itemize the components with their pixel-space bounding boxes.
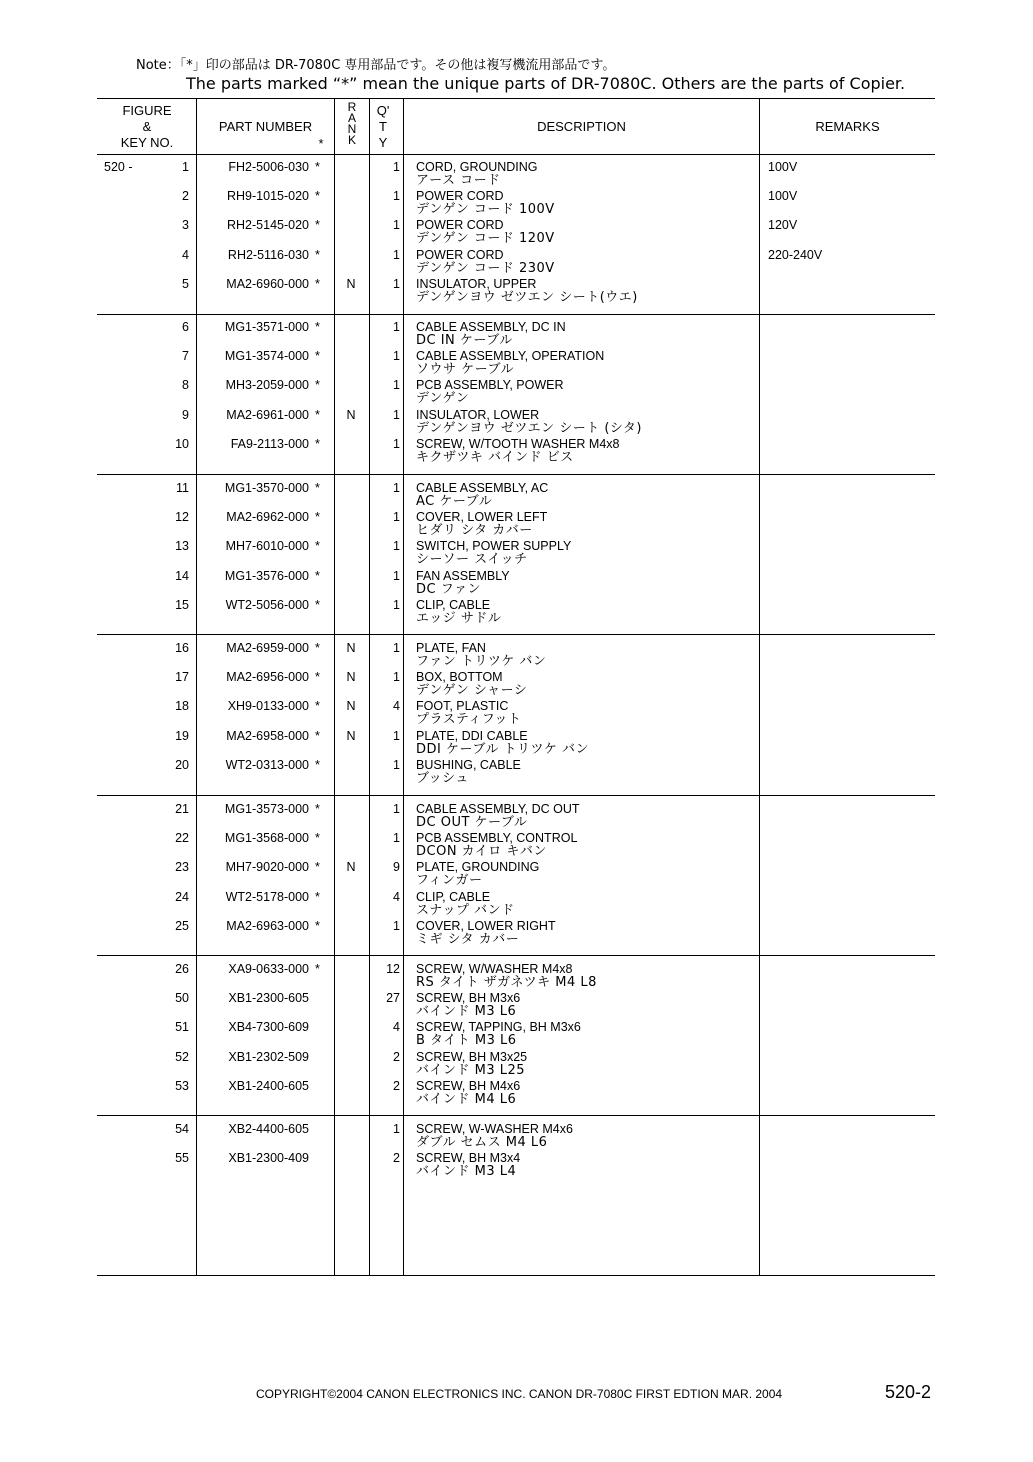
part-number: XB2-4400-605 <box>228 1122 309 1136</box>
unique-part-mark: * <box>315 436 320 451</box>
rank: N <box>346 860 356 875</box>
description-japanese: ミギ シタ カバー <box>416 931 520 947</box>
description-english: POWER CORD <box>416 218 504 233</box>
description-japanese: B タイト M3 L6 <box>416 1033 517 1049</box>
description <box>416 831 756 859</box>
table-row <box>97 1122 935 1151</box>
key-number: 17 <box>175 670 189 685</box>
key-number: 14 <box>175 568 189 583</box>
copyright-footer: COPYRIGHT©2004 CANON ELECTRONICS INC. CANON DR-7080C FIRST EDTION MAR. 2004 <box>256 1387 783 1401</box>
key-number: 52 <box>175 1049 189 1064</box>
part-number: MA2-6959-000 <box>226 641 309 655</box>
unique-part-mark: * <box>315 160 320 174</box>
description-japanese: ソウサ ケーブル <box>416 362 514 378</box>
part-number: RH2-5145-020 <box>227 218 309 233</box>
key-number: 5 <box>182 276 189 291</box>
description <box>416 378 756 406</box>
description-english: SCREW, BH M3x6 <box>416 991 521 1006</box>
table-top-border <box>97 98 935 99</box>
description-japanese: デンゲンヨウ ゼツエン シート (シタ) <box>416 420 642 436</box>
group-divider <box>97 795 935 796</box>
description <box>416 320 756 348</box>
description <box>416 758 756 786</box>
description-japanese: シーソー スイッチ <box>416 552 528 568</box>
table-row <box>97 831 935 860</box>
quantity: 2 <box>393 1049 400 1064</box>
header-rank-n: N <box>347 122 357 136</box>
description-english: BUSHING, CABLE <box>416 757 521 772</box>
description <box>416 598 756 626</box>
description-english: PLATE, DDI CABLE <box>416 728 528 743</box>
key-number: 2 <box>182 189 189 204</box>
header-qty <box>370 103 396 151</box>
rank: N <box>346 276 356 291</box>
quantity: 1 <box>393 728 400 743</box>
part-number: MG1-3571-000 <box>224 320 309 334</box>
header-qty-q: Q' <box>376 103 390 118</box>
header-rank-k: K <box>347 133 356 147</box>
key-number: 20 <box>175 757 189 772</box>
description-japanese: デンゲン コード 120V <box>416 231 555 247</box>
description-english: SCREW, W-WASHER M4x6 <box>416 1122 573 1136</box>
description-japanese: デンゲン <box>416 391 470 407</box>
description-english: INSULATOR, LOWER <box>416 407 540 422</box>
description-english: SCREW, W/WASHER M4x8 <box>416 962 573 976</box>
key-number: 23 <box>175 860 189 875</box>
part-number: XB1-2302-509 <box>228 1049 309 1064</box>
description <box>416 699 756 727</box>
description-english: CABLE ASSEMBLY, DC OUT <box>416 802 580 816</box>
description-japanese: バインド M4 L6 <box>416 1091 517 1107</box>
header-qty-y: Y <box>378 135 388 150</box>
table-row <box>97 408 935 437</box>
description <box>416 277 756 305</box>
description-english: PLATE, FAN <box>416 641 486 655</box>
description-english: PCB ASSEMBLY, CONTROL <box>416 831 578 846</box>
description-japanese: デンゲン シャーシ <box>416 683 528 699</box>
group-divider <box>97 314 935 315</box>
table-row <box>97 1020 935 1049</box>
key-number: 54 <box>175 1122 189 1136</box>
key-number: 3 <box>182 218 189 233</box>
description-japanese: プラスティフット <box>416 712 522 728</box>
table-row <box>97 1151 935 1180</box>
description-english: CABLE ASSEMBLY, DC IN <box>416 320 566 334</box>
table-row <box>97 598 935 627</box>
key-number: 6 <box>182 320 189 334</box>
description-japanese: キクザツキ バインド ビス <box>416 449 574 465</box>
quantity: 1 <box>393 1122 400 1136</box>
remarks: 220-240V <box>768 247 823 262</box>
header-rank <box>335 102 369 146</box>
unique-part-mark: * <box>315 276 320 291</box>
description-english: CLIP, CABLE <box>416 597 491 612</box>
quantity: 1 <box>393 160 400 174</box>
quantity: 1 <box>393 218 400 233</box>
header-rank-a: A <box>347 111 356 125</box>
header-figure <box>97 103 197 151</box>
quantity: 1 <box>393 641 400 655</box>
remarks: 100V <box>768 160 798 174</box>
quantity: 1 <box>393 918 400 933</box>
quantity: 1 <box>393 831 400 846</box>
description-japanese: DCON カイロ キバン <box>416 844 547 860</box>
description-japanese: フィンガー <box>416 873 483 889</box>
table-row <box>97 539 935 568</box>
table-row <box>97 510 935 539</box>
header-qty-t: T <box>379 119 387 134</box>
description <box>416 962 756 990</box>
description-japanese: DC ファン <box>416 581 481 597</box>
unique-part-mark: * <box>315 247 320 262</box>
part-number: MH7-9020-000 <box>225 860 309 875</box>
part-number: MA2-6960-000 <box>226 276 309 291</box>
quantity: 4 <box>393 889 400 904</box>
description <box>416 670 756 698</box>
description-english: COVER, LOWER LEFT <box>416 510 548 525</box>
table-row <box>97 802 935 831</box>
description <box>416 569 756 597</box>
header-figure-line1: FIGURE <box>122 103 172 118</box>
description-japanese: バインド M3 L4 <box>416 1164 517 1180</box>
description-japanese: ダブル セムス M4 L6 <box>416 1135 548 1150</box>
quantity: 9 <box>393 860 400 875</box>
unique-part-mark: * <box>315 918 320 933</box>
quantity: 27 <box>386 991 400 1006</box>
description <box>416 1079 756 1107</box>
quantity: 1 <box>393 436 400 451</box>
description-japanese: ブッシュ <box>416 770 469 786</box>
description <box>416 802 756 830</box>
header-rank-r: R <box>347 100 357 114</box>
table-row <box>97 860 935 889</box>
table-row <box>97 758 935 787</box>
unique-part-mark: * <box>315 481 320 495</box>
quantity: 1 <box>393 247 400 262</box>
description <box>416 248 756 276</box>
quantity: 1 <box>393 757 400 772</box>
quantity: 1 <box>393 597 400 612</box>
part-number: RH9-1015-020 <box>227 189 309 204</box>
description-japanese: AC ケーブル <box>416 494 493 509</box>
table-row <box>97 160 935 189</box>
unique-part-mark: * <box>315 349 320 364</box>
description <box>416 890 756 918</box>
unique-part-mark: * <box>315 962 320 976</box>
description <box>416 1050 756 1078</box>
description <box>416 349 756 377</box>
quantity: 2 <box>393 1151 400 1166</box>
table-row <box>97 890 935 919</box>
key-number: 8 <box>182 378 189 393</box>
table-bottom-border <box>97 1275 935 1276</box>
description-japanese: バインド M3 L6 <box>416 1004 517 1020</box>
quantity: 1 <box>393 670 400 685</box>
quantity: 1 <box>393 510 400 525</box>
quantity: 1 <box>393 276 400 291</box>
description-japanese: エッジ サドル <box>416 610 502 626</box>
table-row <box>97 349 935 378</box>
rank: N <box>346 699 356 714</box>
description-english: SWITCH, POWER SUPPLY <box>416 539 572 554</box>
table-row <box>97 378 935 407</box>
description-english: FAN ASSEMBLY <box>416 568 510 583</box>
quantity: 1 <box>393 568 400 583</box>
quantity: 4 <box>393 699 400 714</box>
unique-part-mark: * <box>315 510 320 525</box>
description-english: CORD, GROUNDING <box>416 160 538 174</box>
description-english: POWER CORD <box>416 189 504 204</box>
note-japanese: Note：「*」印の部品は DR-7080C 専用部品です。その他は複写機流用部品です。 <box>136 58 616 73</box>
quantity: 1 <box>393 189 400 204</box>
key-number: 13 <box>175 539 189 554</box>
description-japanese: スナップ バンド <box>416 902 515 918</box>
key-number: 16 <box>175 641 189 655</box>
key-number: 11 <box>176 481 189 495</box>
key-number: 55 <box>175 1151 189 1166</box>
table-row <box>97 670 935 699</box>
description <box>416 437 756 465</box>
key-number: 53 <box>175 1078 189 1093</box>
unique-part-mark: * <box>315 378 320 393</box>
description-japanese: ヒダリ シタ カバー <box>416 523 533 539</box>
description <box>416 729 756 757</box>
description-japanese: アース コード <box>416 173 501 188</box>
description <box>416 991 756 1019</box>
part-number: RH2-5116-030 <box>227 247 309 262</box>
part-number: MG1-3568-000 <box>224 831 309 846</box>
table-row <box>97 962 935 991</box>
quantity: 1 <box>393 407 400 422</box>
description <box>416 539 756 567</box>
description-english: SCREW, W/TOOTH WASHER M4x8 <box>416 436 620 451</box>
description <box>416 1151 756 1179</box>
key-number: 12 <box>175 510 189 525</box>
quantity: 4 <box>393 1020 400 1035</box>
header-description: DESCRIPTION <box>537 119 626 134</box>
unique-part-mark: * <box>315 218 320 233</box>
part-number: XB1-2300-605 <box>228 991 309 1006</box>
description-english: FOOT, PLASTIC <box>416 699 509 714</box>
key-number: 19 <box>175 728 189 743</box>
header-part-number: PART NUMBER <box>218 119 313 134</box>
group-divider <box>97 955 935 956</box>
key-number: 26 <box>175 962 189 976</box>
group-divider <box>97 634 935 635</box>
unique-part-mark: * <box>315 757 320 772</box>
table-row <box>97 481 935 510</box>
quantity: 12 <box>386 962 400 976</box>
part-number: MH7-6010-000 <box>225 539 309 554</box>
description-english: COVER, LOWER RIGHT <box>416 918 556 933</box>
part-number: FH2-5006-030 <box>228 160 309 174</box>
unique-part-mark: * <box>315 320 320 334</box>
key-number: 21 <box>175 802 189 816</box>
table-row <box>97 1079 935 1108</box>
part-number: MA2-6963-000 <box>226 918 309 933</box>
unique-part-mark: * <box>315 699 320 714</box>
header-remarks: REMARKS <box>815 119 880 134</box>
key-number: 51 <box>175 1020 189 1035</box>
quantity: 1 <box>393 349 400 364</box>
table-row <box>97 729 935 758</box>
part-number: FA9-2113-000 <box>230 436 309 451</box>
table-row <box>97 1050 935 1079</box>
page-number: 520-2 <box>885 1382 932 1402</box>
unique-part-mark: * <box>315 831 320 846</box>
part-number: MG1-3570-000 <box>224 481 309 495</box>
part-number: MA2-6958-000 <box>226 728 309 743</box>
table-row <box>97 277 935 306</box>
description-japanese: RS タイト ザガネツキ M4 L8 <box>416 975 597 990</box>
unique-part-mark: * <box>315 728 320 743</box>
description-english: BOX, BOTTOM <box>416 670 503 685</box>
table-row <box>97 919 935 948</box>
description-english: PCB ASSEMBLY, POWER <box>416 378 564 393</box>
description-japanese: DC IN ケーブル <box>416 333 513 348</box>
description-english: PLATE, GROUNDING <box>416 860 540 875</box>
key-number: 50 <box>175 991 189 1006</box>
table-row <box>97 218 935 247</box>
table-row <box>97 699 935 728</box>
unique-part-mark: * <box>315 670 320 685</box>
key-number: 9 <box>182 407 189 422</box>
part-number: WT2-0313-000 <box>225 757 309 772</box>
key-number: 15 <box>175 597 189 612</box>
part-number: XB1-2300-409 <box>228 1151 309 1166</box>
description-english: SCREW, BH M3x4 <box>416 1151 521 1166</box>
description <box>416 218 756 246</box>
part-number: WT2-5178-000 <box>225 889 309 904</box>
unique-part-mark: * <box>315 802 320 816</box>
table-row <box>97 248 935 277</box>
description <box>416 1122 756 1150</box>
note-english: The parts marked “*” mean the unique parts of DR-7080C. Others are the parts of Copier. <box>186 74 906 93</box>
quantity: 1 <box>393 320 400 334</box>
key-number: 10 <box>175 436 189 451</box>
description-english: POWER CORD <box>416 247 504 262</box>
key-number: 25 <box>175 918 189 933</box>
description-english: CLIP, CABLE <box>416 889 491 904</box>
unique-part-mark: * <box>315 189 320 204</box>
key-number: 1 <box>182 160 189 174</box>
part-number: MA2-6956-000 <box>226 670 309 685</box>
table-row <box>97 641 935 670</box>
description-japanese: バインド M3 L25 <box>416 1062 526 1078</box>
unique-part-mark: * <box>315 407 320 422</box>
description <box>416 641 756 669</box>
header-figure-line2: & <box>142 119 152 134</box>
remarks: 120V <box>768 218 798 233</box>
quantity: 1 <box>393 378 400 393</box>
part-number: MA2-6962-000 <box>226 510 309 525</box>
description-english: SCREW, BH M4x6 <box>416 1078 521 1093</box>
unique-part-mark: * <box>315 597 320 612</box>
description-japanese: デンゲン コード 230V <box>416 260 555 276</box>
part-number: WT2-5056-000 <box>225 597 309 612</box>
description-japanese: デンゲン コード 100V <box>416 202 555 218</box>
part-number: MG1-3574-000 <box>224 349 309 364</box>
description <box>416 160 756 188</box>
description-english: CABLE ASSEMBLY, AC <box>416 481 549 495</box>
unique-part-mark: * <box>315 568 320 583</box>
rank: N <box>346 728 356 743</box>
description-english: SCREW, BH M3x25 <box>416 1049 528 1064</box>
group-divider <box>97 474 935 475</box>
key-number: 18 <box>175 699 189 714</box>
key-number: 24 <box>175 889 189 904</box>
unique-part-mark: * <box>315 860 320 875</box>
key-number: 7 <box>182 349 189 364</box>
table-row <box>97 189 935 218</box>
description <box>416 481 756 509</box>
unique-part-mark: * <box>315 889 320 904</box>
part-number: XH9-0133-000 <box>227 699 309 714</box>
unique-part-mark: * <box>315 539 320 554</box>
description-english: SCREW, TAPPING, BH M3x6 <box>416 1020 581 1035</box>
description <box>416 1020 756 1048</box>
quantity: 1 <box>393 539 400 554</box>
remarks: 100V <box>768 189 798 204</box>
part-number: MH3-2059-000 <box>225 378 309 393</box>
rank: N <box>346 407 356 422</box>
part-number: XA9-0633-000 <box>228 962 309 976</box>
description <box>416 408 756 436</box>
rank: N <box>346 670 356 685</box>
quantity: 1 <box>393 481 400 495</box>
table-row <box>97 437 935 466</box>
description <box>416 919 756 947</box>
description-japanese: ファン トリツケ バン <box>416 654 547 669</box>
part-number: MG1-3573-000 <box>224 802 309 816</box>
description-japanese: DC OUT ケーブル <box>416 815 528 830</box>
table-row <box>97 569 935 598</box>
description-english: CABLE ASSEMBLY, OPERATION <box>416 349 605 364</box>
quantity: 1 <box>393 802 400 816</box>
description-japanese: デンゲンヨウ ゼツエン シート(ウエ) <box>416 289 638 305</box>
table-row <box>97 991 935 1020</box>
group-divider <box>97 1115 935 1116</box>
part-number: MA2-6961-000 <box>226 407 309 422</box>
description <box>416 510 756 538</box>
description <box>416 189 756 217</box>
table-header-border <box>97 154 935 155</box>
header-figure-line3: KEY NO. <box>120 135 174 150</box>
table-row <box>97 320 935 349</box>
description-japanese: DDI ケーブル トリツケ バン <box>416 741 589 757</box>
part-number: MG1-3576-000 <box>224 568 309 583</box>
description-english: INSULATOR, UPPER <box>416 276 537 291</box>
description <box>416 860 756 888</box>
header-part-star: * <box>318 136 324 151</box>
figure-number: 520 - <box>104 160 133 174</box>
key-number: 22 <box>175 831 189 846</box>
part-number: XB4-7300-609 <box>228 1020 309 1035</box>
part-number: XB1-2400-605 <box>228 1078 309 1093</box>
unique-part-mark: * <box>315 641 320 655</box>
rank: N <box>346 641 356 655</box>
quantity: 2 <box>393 1078 400 1093</box>
key-number: 4 <box>182 247 189 262</box>
